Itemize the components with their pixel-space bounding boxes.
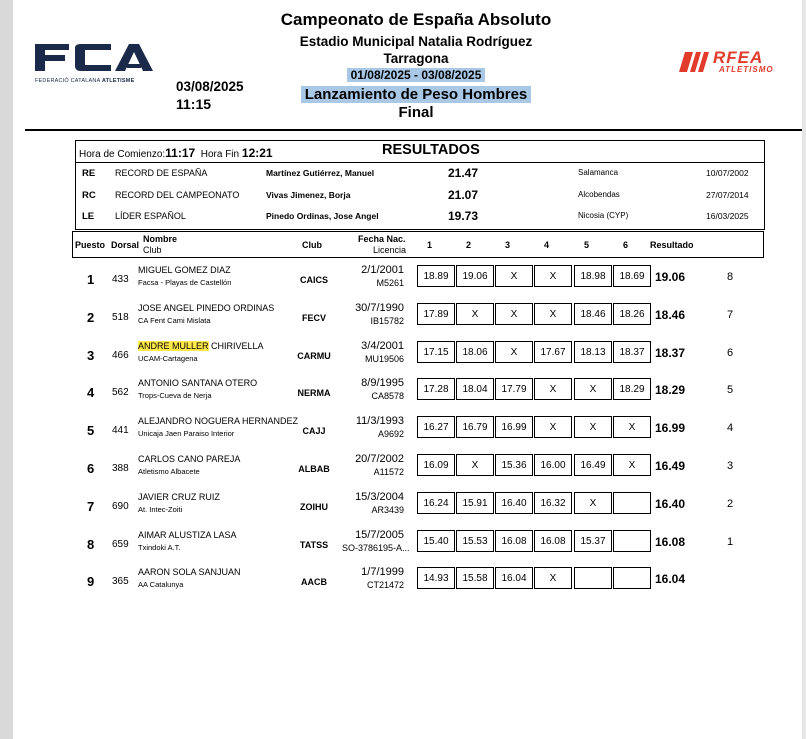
athlete-license: A11572 [373, 467, 404, 477]
viewer-scrollbar[interactable] [802, 0, 806, 739]
rfea-stripes-icon [679, 52, 709, 72]
attempt-cell: 15.37 [574, 530, 612, 552]
athlete-result: 16.08 [655, 534, 686, 549]
col-attempt-6: 6 [623, 240, 629, 250]
athlete-name [138, 378, 257, 388]
athlete-name-text: ALEJANDRO NOGUERA HERNANDEZ [138, 416, 299, 427]
record-abbr: LE [82, 211, 95, 222]
attempt-cell: 17.67 [534, 341, 572, 363]
athlete-birthdate: 1/7/1999 [361, 566, 404, 579]
attempt-cell: 18.29 [613, 378, 651, 400]
athlete-result: 18.46 [655, 307, 686, 322]
athlete-license: A9692 [377, 429, 404, 440]
table-row [72, 375, 772, 413]
attempt-cell: 16.08 [534, 530, 572, 552]
attempt-cell: 16.09 [417, 454, 455, 476]
record-place: Salamanca [578, 168, 619, 177]
print-date: 03/08/2025 [176, 79, 244, 94]
attempt-cell: 15.91 [456, 492, 494, 514]
athlete-club-code: CAJJ [302, 426, 326, 437]
athlete-bib: 659 [112, 538, 129, 550]
rfea-logo-text: RFEA [713, 48, 764, 67]
col-fecha: Fecha Nac. [358, 234, 406, 244]
athlete-club-code: TATSS [299, 539, 329, 550]
attempt-cell: 18.37 [613, 341, 651, 363]
attempt-cell: 18.26 [613, 303, 651, 325]
attempt-cell: X [574, 378, 612, 400]
attempt-cell: X [495, 265, 533, 287]
athlete-birthdate: 15/7/2005 [355, 528, 404, 541]
table-row [72, 300, 772, 338]
athlete-birthdate: 30/7/1990 [355, 301, 404, 314]
record-mark: 21.47 [448, 166, 479, 180]
rfea-logo-subtitle: ATLETISMO [719, 65, 774, 74]
results-heading: RESULTADOS [382, 142, 480, 158]
fca-logo-mark [35, 44, 153, 71]
attempt-cell: 16.00 [534, 454, 572, 476]
athlete-birthdate: 3/4/2001 [361, 339, 404, 352]
athlete-name [138, 492, 220, 502]
athlete-result: 16.04 [655, 572, 686, 587]
athlete-points: 3 [727, 460, 734, 472]
athlete-bib: 441 [112, 425, 129, 437]
attempt-cell: 18.46 [574, 303, 612, 325]
attempt-cell [613, 567, 651, 589]
record-abbr: RE [82, 168, 96, 179]
athlete-name [138, 530, 237, 540]
athlete-license: MU19506 [364, 353, 404, 364]
athlete-club-code: ZOIHU [300, 501, 328, 512]
col-licencia: Licencia [373, 245, 407, 255]
attempt-cell: 14.93 [417, 567, 455, 589]
attempt-cell: X [613, 416, 651, 438]
col-attempt-2: 2 [466, 240, 472, 250]
fca-logo [35, 44, 175, 84]
championship-title: Campeonato de España Absoluto [280, 10, 552, 29]
attempt-cell: X [574, 492, 612, 514]
table-row [72, 527, 772, 565]
athlete-club-code: NERMA [297, 388, 331, 399]
event-round: Final [398, 104, 434, 121]
athlete-bib: 466 [112, 349, 129, 361]
attempt-cell: 16.99 [495, 416, 533, 438]
attempt-cell: X [613, 454, 651, 476]
records-box [75, 140, 765, 230]
col-nombre-club: Club [143, 245, 162, 255]
athlete-points: 1 [727, 535, 734, 548]
athlete-bib: 388 [112, 463, 129, 474]
attempt-cell: 16.40 [495, 492, 533, 514]
record-place: Nicosia (CYP) [578, 211, 629, 220]
attempt-cell: 16.32 [534, 492, 572, 514]
championship-dates: 01/08/2025 - 03/08/2025 [243, 68, 589, 82]
record-abbr: RC [82, 190, 96, 201]
attempt-cell: 16.08 [495, 530, 533, 552]
attempt-cell: X [456, 303, 494, 325]
record-mark: 21.07 [448, 188, 479, 202]
record-athlete: Vivas Jimenez, Borja [266, 190, 351, 200]
athlete-bib: 690 [112, 500, 129, 512]
col-nombre: Nombre [143, 234, 178, 244]
athlete-club-code: FECV [301, 312, 326, 323]
record-name: RECORD DEL CAMPEONATO [115, 190, 240, 200]
attempt-cell: 17.89 [417, 303, 455, 325]
athlete-position: 4 [87, 385, 95, 401]
attempt-cell: 16.04 [495, 567, 533, 589]
attempt-cell: X [534, 416, 572, 438]
athlete-name [138, 303, 274, 313]
athlete-points: 8 [727, 271, 734, 283]
athlete-club-code: ALBAB [298, 464, 330, 474]
athlete-name-text: JOSE ANGEL PINEDO ORDINAS [138, 302, 275, 313]
record-name: RECORD DE ESPAÑA [115, 168, 208, 178]
athlete-name-text: ANTONIO SANTANA OTERO [138, 378, 258, 389]
col-puesto: Puesto [75, 240, 106, 250]
attempt-cell: 16.27 [417, 416, 455, 438]
attempt-cell [613, 530, 651, 552]
athlete-name [138, 265, 231, 275]
athlete-points: 2 [727, 497, 734, 510]
athlete-club-name: Trops-Cueva de Nerja [138, 391, 212, 401]
attempt-cell: 17.79 [495, 378, 533, 400]
athlete-club-code: CARMU [297, 350, 331, 361]
attempt-cell: X [534, 303, 572, 325]
athlete-club-name: UCAM-Cartagena [138, 353, 198, 363]
athlete-club-name: Atletismo Albacete [138, 467, 200, 476]
athlete-position: 9 [87, 574, 95, 590]
viewer-left-margin [0, 0, 13, 739]
attempt-cell: 19.06 [456, 265, 494, 287]
athlete-club-code: CAICS [299, 275, 328, 285]
attempt-cell: X [574, 416, 612, 438]
rfea-logo [679, 48, 797, 76]
athlete-points: 6 [727, 346, 734, 359]
record-mark: 19.73 [448, 209, 479, 223]
athlete-birthdate: 11/3/1993 [355, 415, 404, 428]
record-date: 27/07/2014 [706, 190, 749, 200]
attempt-cell: 16.49 [574, 454, 612, 476]
athlete-club-name: CA Fent Cami Mislata [138, 315, 211, 325]
attempt-cell: X [495, 303, 533, 325]
athlete-club-name: Unicaja Jaen Paraiso Interior [138, 429, 235, 439]
table-row [72, 262, 772, 300]
table-row [72, 451, 772, 489]
athlete-result: 16.99 [655, 421, 686, 436]
results-table-header [72, 231, 764, 258]
athlete-license: IB15782 [370, 315, 404, 326]
col-attempt-5: 5 [584, 240, 590, 250]
athlete-position: 5 [87, 423, 95, 439]
record-name: LÍDER ESPAÑOL [115, 211, 186, 221]
athlete-position: 6 [87, 461, 95, 476]
athlete-result: 18.37 [655, 345, 686, 360]
athlete-birthdate: 2/1/2001 [361, 264, 404, 276]
record-row [76, 168, 764, 186]
header-divider [25, 129, 802, 131]
table-row [72, 564, 772, 602]
athlete-bib: 365 [112, 576, 129, 588]
attempt-cell: 18.69 [613, 265, 651, 287]
athlete-position: 2 [87, 309, 95, 325]
athlete-bib: 433 [112, 274, 129, 285]
col-attempt-1: 1 [427, 240, 433, 250]
results-page [13, 0, 802, 739]
athlete-club-code: AACB [301, 577, 327, 588]
athlete-name-text: MIGUEL GOMEZ DIAZ [138, 265, 231, 275]
attempt-cell: 15.58 [456, 567, 494, 589]
attempt-cell: X [534, 378, 572, 400]
athlete-bib: 518 [112, 311, 129, 323]
attempt-cell: 18.13 [574, 341, 612, 363]
table-row [72, 413, 772, 451]
athlete-license: M5261 [376, 278, 404, 288]
athlete-license: SO-3786195-A... [342, 542, 410, 553]
attempt-cell: 18.06 [456, 341, 494, 363]
athlete-name [138, 416, 298, 426]
record-athlete: Martínez Gutiérrez, Manuel [266, 168, 375, 178]
athlete-position: 3 [87, 347, 95, 363]
col-club: Club [302, 240, 322, 250]
attempt-cell: X [534, 265, 572, 287]
athlete-name [138, 341, 264, 351]
athlete-license: CT21472 [366, 580, 404, 591]
athlete-name-text: JAVIER CRUZ RUIZ [138, 491, 220, 502]
athlete-birthdate: 8/9/1995 [361, 377, 404, 390]
attempt-cell: 15.40 [417, 530, 455, 552]
attempt-cell [613, 492, 651, 514]
athlete-result: 16.49 [655, 459, 686, 473]
athlete-club-name: Facsa - Playas de Castellón [138, 278, 232, 287]
record-place: Alcobendas [578, 190, 620, 199]
athlete-name-text: AIMAR ALUSTIZA LASA [138, 529, 237, 540]
col-resultado: Resultado [650, 240, 694, 250]
athlete-result: 16.40 [655, 496, 686, 511]
athlete-club-name: Txindoki A.T. [138, 542, 181, 552]
athlete-position: 8 [87, 536, 95, 552]
print-time: 11:15 [176, 96, 212, 112]
athlete-club-name: At. Intec-Zoiti [138, 504, 183, 514]
attempt-cell: 15.53 [456, 530, 494, 552]
attempt-cell: X [495, 341, 533, 363]
col-attempt-3: 3 [505, 240, 511, 250]
athlete-name [138, 454, 240, 464]
athlete-name [138, 567, 241, 577]
athlete-points: 7 [727, 308, 734, 321]
athlete-position: 7 [87, 498, 95, 514]
athlete-name-text: CARLOS CANO PAREJA [138, 454, 241, 464]
attempt-cell: 18.89 [417, 265, 455, 287]
athlete-birthdate: 20/7/2002 [355, 453, 404, 465]
col-attempt-4: 4 [544, 240, 550, 250]
athlete-name-text: CHIRIVELLA [208, 340, 264, 351]
attempt-cell: 16.79 [456, 416, 494, 438]
event-name: Lanzamiento de Peso Hombres [243, 86, 589, 103]
athlete-position: 1 [87, 272, 95, 287]
attempt-cell: 15.36 [495, 454, 533, 476]
record-date: 10/07/2002 [706, 168, 749, 178]
attempt-cell: X [534, 567, 572, 589]
record-row [76, 211, 764, 229]
fca-logo-subtitle: FEDERACIÓ CATALANA ATLETISME [35, 78, 135, 84]
record-athlete: Pinedo Ordinas, Jose Angel [266, 211, 379, 221]
athlete-license: AR3439 [371, 504, 404, 515]
table-row [72, 489, 772, 527]
session-times: Hora de Comienzo:11:17 Hora Fin 12:21 [79, 146, 273, 160]
athlete-result: 19.06 [655, 270, 686, 284]
attempt-cell: 17.28 [417, 378, 455, 400]
record-row [76, 190, 764, 208]
attempt-cell: 18.98 [574, 265, 612, 287]
athlete-birthdate: 15/3/2004 [355, 490, 404, 503]
search-highlight: ANDRE MULLER [138, 340, 209, 351]
attempt-cell: X [456, 454, 494, 476]
athlete-name-text: AARON SOLA SANJUAN [138, 567, 241, 578]
athlete-club-name: AA Catalunya [138, 580, 184, 590]
venue-name: Estadio Municipal Natalia Rodríguez [299, 34, 533, 49]
records-divider [76, 162, 764, 163]
attempt-cell: 18.04 [456, 378, 494, 400]
col-dorsal: Dorsal [111, 240, 140, 250]
athlete-points: 4 [727, 422, 734, 435]
venue-city: Tarragona [383, 51, 449, 66]
athlete-result: 18.29 [655, 383, 686, 398]
attempt-cell [574, 567, 612, 589]
athlete-license: CA8578 [371, 391, 404, 402]
attempt-cell: 16.24 [417, 492, 455, 514]
athlete-points: 5 [727, 384, 734, 397]
record-date: 16/03/2025 [706, 211, 749, 221]
athlete-bib: 562 [112, 387, 129, 399]
attempt-cell: 17.15 [417, 341, 455, 363]
table-row [72, 338, 772, 376]
